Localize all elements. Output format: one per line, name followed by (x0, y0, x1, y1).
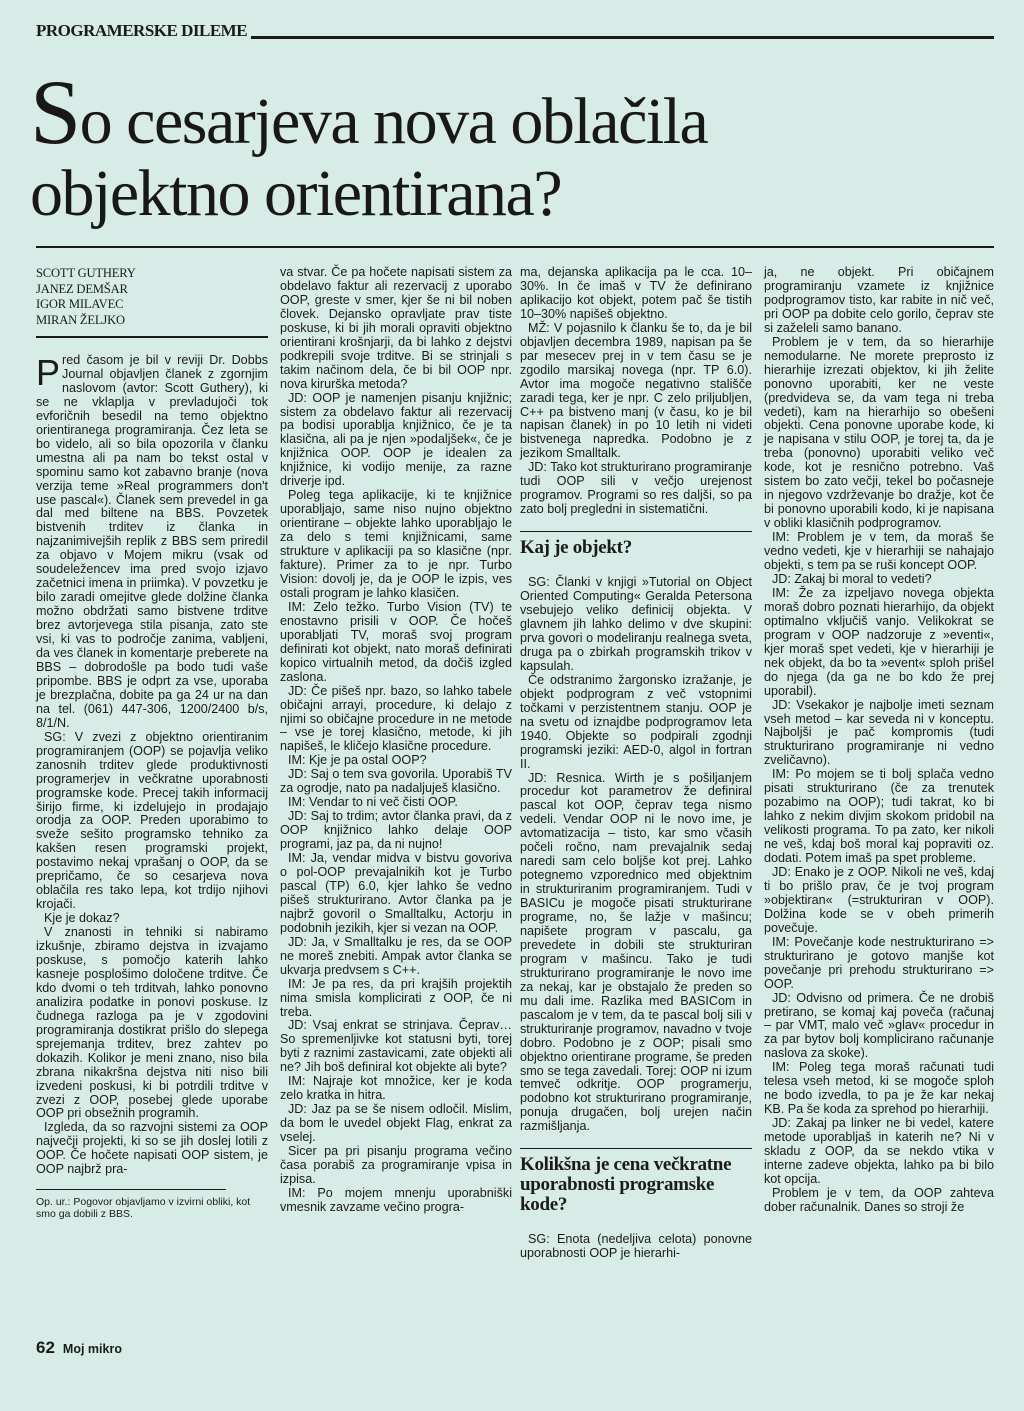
editor-footnote: Op. ur.: Pogovor objavljamo v izvirni obliki, kot smo ga dobili z BBS. (36, 1196, 251, 1221)
body-paragraph: JD: Zakaj bi moral to vedeti? (772, 571, 932, 586)
body-paragraph: V znanosti in tehniki si nabiramo izkušnje, zbiramo dejstva in izvajamo poskuse, s pomočjo katerih lahko kasneje posplošimo določene trditve. Če kdo dvomi o teh trditvah, lahko ponovno analizira podatke in ponovi poskuse. Iz čudnega razloga pa je v zgodovini programiranja dostikrat prišlo do slepega sprejemanja trditev, brez zahtev po dokazih. Kolikor je meni znano, niso bila zbrana nikakršna dejstva niti niso bili izvedeni poskusi, ki bi potrdili trditve v zvezi z OOP, posebej glede uporabe OOP pri obsežnih programih. (36, 925, 268, 1121)
body-paragraph: Če odstranimo žargonsko izražanje, je objekt podprogram z več vstopnimi točkami v perzistentnem stanju. OOP je na svetu od iznajdbe podprogramov leta 1940. Objekte so podpirali zgodnji programski jeziki: AED-0, algol in fortran II. (520, 672, 752, 771)
body-paragraph: IM: Problem je v tem, da moraš še vedno vedeti, kje v hierarhiji se nahajajo objekti, s tem pa se ruši koncept OOP. (764, 530, 994, 573)
body-paragraph: Problem je v tem, da OOP zahteva dober računalnik. Danes so stroji že (764, 1185, 994, 1214)
body-paragraph: IM: Že za izpeljavo novega objekta moraš dobro poznati hierarhijo, da objekt optimalno vključiš vanjo. Velikokrat se program v OOP nadzoruje z »eventi«, kjer moraš spet vedeti, kje v hierarhiji je nek objekt, da bo ta »event« sploh prišel do njega (da ga ne bo kdo že prej uporabil). (764, 585, 994, 698)
body-paragraph: Sicer pa pri pisanju programa večino časa porabiš za programiranje vpisa in izpisa. (280, 1144, 512, 1186)
body-paragraph: JD: Enako je z OOP. Nikoli ne veš, kdaj ti bo prišlo prav, če je tvoj program »objektiran« (=strukturiran v OOP). Dolžina kode se v obeh primerih povečuje. (764, 864, 994, 935)
body-paragraph: JD: Ja, v Smalltalku je res, da se OOP ne moreš znebiti. Ampak avtor članka se ukvarja predvsem s C++. (280, 934, 512, 977)
subheading-reuse-cost: Kolikšna je cena večkratne uporabnosti programske kode? (520, 1148, 752, 1215)
title-line1: o cesarjeva nova oblačila (79, 85, 708, 158)
magazine-name: Moj mikro (62, 1342, 122, 1356)
section-header (36, 22, 994, 39)
author: JANEZ DEMŠAR (36, 281, 128, 296)
subheading-what-is-object: Kaj je objekt? (520, 531, 752, 558)
body-paragraph: JD: Vsaj enkrat se strinjava. Čeprav… So spremenljivke kot statusni byti, torej byti z raznimi zastavicami, zate objekti ali ne? Jih boš definiral kot objekte ali byte? (280, 1018, 512, 1075)
author: IGOR MILAVEC (36, 297, 124, 311)
body-paragraph: JD: Vsekakor je najbolje imeti seznam vseh metod – kar seveda ni v konceptu. Najboljši je pač kompromis (tudi strukturirano programiranje ni vedno zveličavno). (764, 697, 994, 768)
section-rule (251, 36, 994, 39)
body-paragraph: JD: Saj o tem sva govorila. Uporabiš TV za ogrodje, nato pa nadaljuješ klasično. (280, 767, 512, 796)
body-paragraph: JD: OOP je namenjen pisanju knjižnic; sistem za obdelavo faktur ali rezervacij pa bodisi uporablja knjižnico, če je ta klasična, ali pa je njen »podaljšek«, če je knjižnica OOP. OOP je idealen za knjižnice, ki vodijo menije, za razne driverje ipd. (280, 390, 512, 489)
body-paragraph: IM: Najraje kot množice, ker je koda zelo kratka in hitra. (280, 1074, 512, 1103)
body-paragraph: Izgleda, da so razvojni sistemi za OOP največji projekti, ki so se jih doslej lotili z OOP. Če hočete napisati OOP sistem, je OOP najbrž pra- (36, 1120, 268, 1177)
column-4 (764, 266, 994, 1215)
body-paragraph: IM: Zelo težko. Turbo Vision (TV) te enostavno prisili v OOP. Če hočeš uporabljati TV, moraš svoj program definirati kot objekt, nato moraš definirati kopico virtualnih metod, da dočiš izgled zaslona. (280, 599, 512, 684)
author: SCOTT GUTHERY (36, 266, 136, 280)
title-line2: objektno orientirana? (30, 157, 562, 230)
body-paragraph: SG: V zvezi z objektno orientiranim programiranjem (OOP) se pojavlja veliko zanosnih trditev glede produktivnosti programerjev in večkratne uporabnosti programske kode. Precej takih informacij širijo firme, ki izdelujejo in prodajajo orodja za OOP. Preden uporabimo to sveže sešito programsko tehniko za kakšen resen programski projekt, postavimo nekaj vprašanj o OOP, da se prepričamo, če so cesarjeva nova oblačila res tako lepa, kot trdijo njihovi krojači. (36, 729, 268, 912)
article-title (30, 61, 980, 230)
body-paragraph: JD: Če pišeš npr. bazo, so lahko tabele običajni arrayi, procedure, ki delajo z njimi so običajne procedure in ne metode – vse je torej klasično, metode, ki jih napišeš, le kličejo klasične procedure. (280, 683, 512, 754)
column-2 (280, 266, 512, 1215)
body-paragraph: IM: Povečanje kode nestrukturirano => strukturirano je gotovo manjše kot povečanje pri prehodu strukturirano => OOP. (764, 934, 994, 991)
body-paragraph: Kje je dokaz? (44, 911, 120, 926)
page-number: 62 (36, 1338, 55, 1357)
body-paragraph: JD: Zakaj pa linker ne bi vedel, katere metode uporabljaš in katerih ne? Ni v skladu z OOP, da se nekdo vtika v interne zadeve objekta, lahko pa bi bilo kot opcija. (764, 1116, 994, 1186)
body-paragraph: SG: Enota (nedeljiva celota) ponovne uporabnosti OOP je hierarhi- (520, 1232, 752, 1261)
body-paragraph: Poleg tega aplikacije, ki te knjižnice uporabljajo, same niso nujno objektno orientirane – objekte lahko uporabljajo le za delo s temi knjižnicami, same strukture v aplikaciji pa so klasične (npr. fakture). Primer za to je npr. Turbo Vision: dovolj je, da je OOP le izpis, ves ostali program je lahko klasičen. (280, 488, 512, 600)
body-paragraph: MŽ: V pojasnilo k članku še to, da je bil objavljen decembra 1989, napisan pa še par mesecev prej in v tem času se je zgodilo marsikaj novega (npr. TP 6.0). Avtor ima mogoče negativno stališče zaradi tega, ker je npr. C zelo priljubljen, C++ pa bistveno manj (v času, ko je bil napisan članek) in po 10 letih ni videti bistvenega napredka. Podobno je z jezikom Smalltalk. (520, 320, 752, 461)
body-paragraph: IM: Po mojem mnenju uporabniški vmesnik zavzame večino progra- (280, 1185, 512, 1214)
body-paragraph: JD: Jaz pa se še nisem odločil. Mislim, da bom le uvedel objekt Flag, enkrat za vselej. (280, 1102, 512, 1145)
intro-paragraph (36, 354, 268, 731)
body-paragraph: JD: Resnica. Wirth je s pošiljanjem procedur kot parametrov že definiral pascal kot OOP, čeprav tega nismo vedeli. Vendar OOP ni le novo ime, je avtomatizacija – tisto, kar smo včasih počeli ročno, nam prevajalnik sedaj naredi sam celo boljše kot prej. Lahko potegnemo vzporednico med objektnim in strukturiranim programiranjem. Tudi v BASICu je mogoče pisati strukturirane programe, no, še lažje v mašincu; napišete program v pascalu, ga prevedete in dobili ste strukturiran program v mašincu. Tako je tudi strukturirano programiranje le novo ime za nekaj, kar je obstajalo že preden so mu dali ime. Razlika med BASICom in pascalom je v tem, da te pascal bolj sili v strukturiranje programov, navadno v tvoje dobro. Podobno je z OOP; pisali smo objektno orientirane programe, še preden smo se tega zavedali. Torej: OOP ni izum temveč odkritje. OOP programerju, podobno kot strukturirano programiranje, ponuja drugačen, bolj urejen način razmišljanja. (520, 770, 752, 1134)
section-label: PROGRAMERSKE DILEME (36, 21, 248, 40)
title-initial: S (30, 61, 80, 163)
column-3 (520, 266, 752, 1261)
body-paragraph: ja, ne objekt. Pri običajnem programiranju vzamete iz knjižnice podprogramov tisto, kar rabite in nič več, pri OOP pa dobite celo gorilo, čeprav ste si zaželeli samo banano. (764, 265, 994, 335)
body-paragraph: IM: Je pa res, da pri krajših projektih nima smisla komplicirati z OOP, če ni treba. (280, 976, 512, 1019)
author-rule (36, 336, 268, 338)
body-paragraph: JD: Tako kot strukturirano programiranje tudi OOP sili v večjo urejenost programov. Programi so res daljši, so pa zato bolj pregledni in sistematični. (520, 460, 752, 517)
body-paragraph: ma, dejanska aplikacija pa le cca. 10–30%. In če imaš v TV že definirano aplikacijo kot objekt, potem pač še tistih 10–30% napišeš objektno. (520, 265, 752, 321)
body-paragraph: SG: Članki v knjigi »Tutorial on Object Oriented Computing« Geralda Petersona vsebujejo veliko definicij objekta. V glavnem jih lahko delimo v dve skupini: prva govori o modeliranju realnega sveta, druga pa o zbirkah programskih trikov v kapsulah. (520, 575, 752, 673)
body-paragraph: JD: Odvisno od primera. Če ne drobiš pretirano, se komaj kaj poveča (računaj – par VMT, malo več »glav« procedur in za par bytov bolj komplicirano računanje naslova za skoke). (764, 990, 994, 1061)
author: MIRAN ŽELJKO (36, 312, 125, 327)
title-rule (36, 246, 994, 248)
body-paragraph: IM: Ja, vendar midva v bistvu govoriva o pol-OOP prevajalnikih kot je Turbo pascal (TP) 6.0, kjer lahko še vedno pišeš strukturirano. Avtor članka pa je najbrž govoril o Smalltalku, Actorju in podobnih jezikih, kjer si vezan na OOP. (280, 851, 512, 935)
body-paragraph: va stvar. Če pa hočete napisati sistem za obdelavo faktur ali rezervacij z uporabo OOP, greste v smer, kjer še ni bil noben človek. Dejansko opravljate prav tiste poskuse, ki bi jih morali opraviti objektno orientirani krošnjarji, da bi lahko z dejstvi podkrepili svoje trditve. Bi se strinjali s takim načinom dela, če bi bil OOP npr. nova kirurška metoda? (280, 265, 512, 391)
body-paragraph: JD: Saj to trdim; avtor članka pravi, da z OOP knjižnico lahko delaje OOP programi, jaz pa, da ni nujno! (280, 809, 512, 852)
body-paragraph: IM: Kje je pa ostal OOP? (288, 753, 427, 768)
drop-cap: P (36, 352, 61, 393)
column-1 (36, 266, 268, 1220)
body-paragraph: IM: Poleg tega moraš računati tudi telesa vseh metod, ki se mogoče sploh ne bodo izvedla, to pa je že kar nekaj KB. Pa še koda za sprehod po hierarhiji. (764, 1060, 994, 1117)
author-list (36, 266, 268, 328)
intro-text: red časom je bil v reviji Dr. Dobbs Journal objavljen članek z zgornjim naslovom (avtor: Scott Guthery), ki se ne vklaplja v prevladujoči tok evforičnih besedil na temo objektno orientiranega programiranja. Čez leta se bo videlo, ali so bila opozorila v članku umestna ali pa nam bo tekst ostal v spominu samo kot zabavno branje (nova verzija teme »Real programmers don't use pascal«). Članek sem prevedel in ga dal med biltene na BBS. Povzetek bistvenih trditev iz članka in najzanimivejših replik z BBS sem priredil za objavo v Mojem mikru (vsak od soudeležencev ima pred svojo izjavo začetnici imena in priimka). V povzetku je bilo zaradi omejitve glede dolžine članka možno obdržati samo bistvene trditve brez avtorjevega stila pisanja, zato ste vsi, ki vas to področje zanima, vabljeni, da ves članek in komentarje preberete na BBS – dobrodošle pa bodo tudi vaše pripombe. BBS je odprt za vse, uporaba je brezplačna, dobite pa ga 24 ur na dan na tel. (061) 447-306, 1200/2400 b/s, 8/1/N. (36, 353, 268, 730)
body-paragraph: IM: Vendar to ni več čisti OOP. (288, 795, 458, 810)
body-paragraph: IM: Po mojem se ti bolj splača vedno pisati strukturirano (če za trenutek pozabimo na OOP); tudi takrat, ko bi lahko z nekim divjim skokom pridobil na velikosti programa. To pa zato, ker nikoli ne veš, kdaj boš moral kaj popraviti oz. dodati. Potem imaš pa spet probleme. (764, 767, 994, 866)
footnote-rule (36, 1189, 226, 1190)
body-paragraph: Problem je v tem, da so hierarhije nemodularne. Ne morete preprosto iz hierarhije izrezati objektov, ki jih želite ponovno uporabiti, ker ne veste (predvideva se, da vam tega ni treba vedeti), kam na hierarhijo so obešeni objekti. Cena ponovne uporabe kode, ki je napisana v stilu OOP, je torej ta, da je treba (ponovno) uporabiti veliko več kode, kot je resnično potrebno. Vaš sistem bo zato večji, tekel bo počasneje in njegovo vzdrževanje bo dražje, kot če bi ponovno uporabili kodo, ki je napisana v obliki klasičnih podprogramov. (764, 334, 994, 531)
page-footer (36, 1338, 122, 1358)
